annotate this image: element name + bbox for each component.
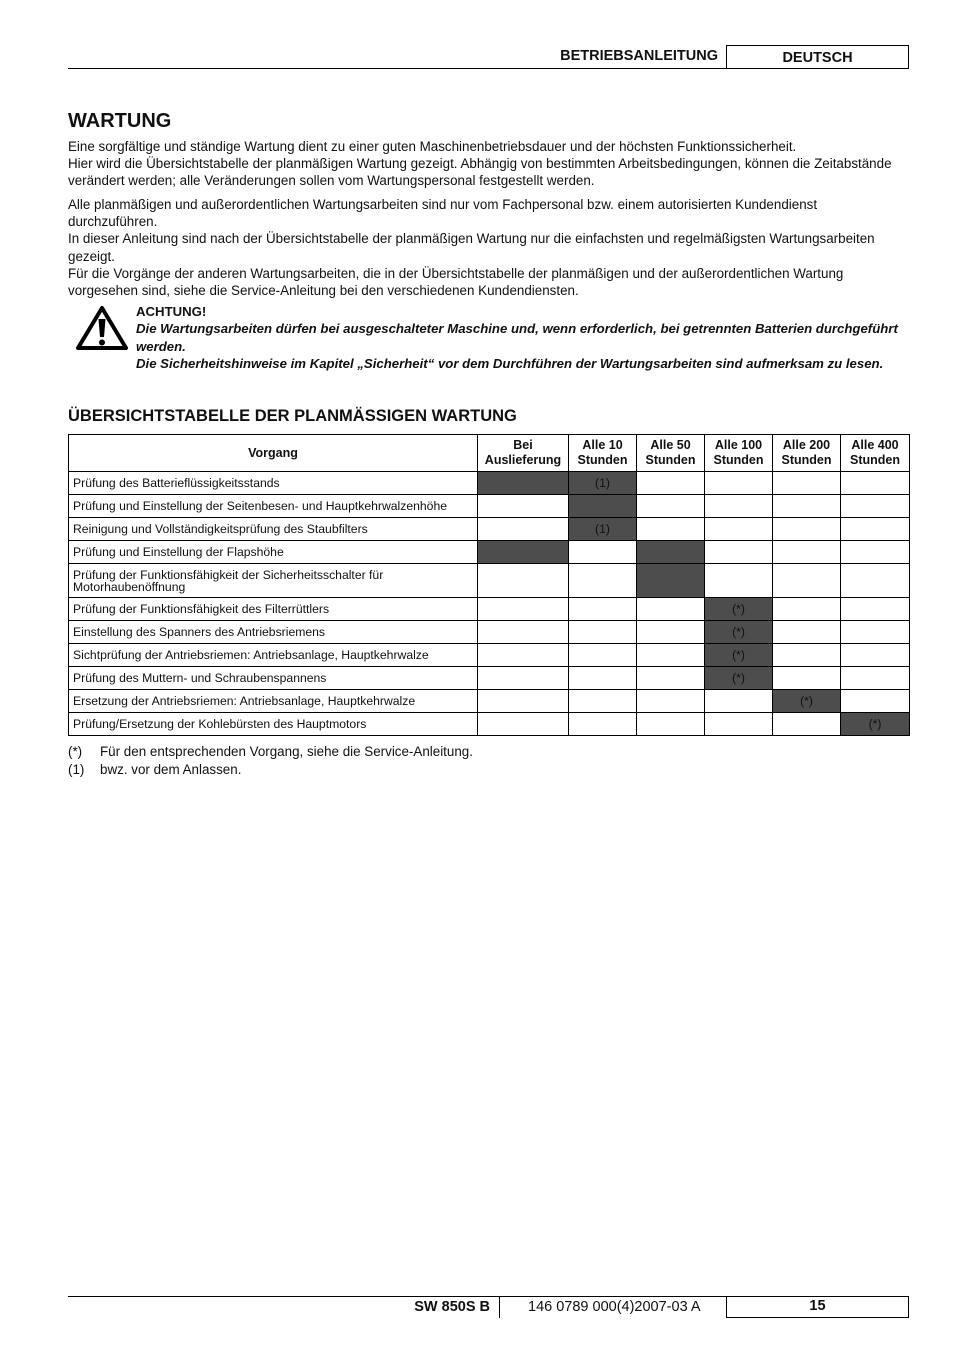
empty-cell: [569, 644, 637, 667]
col-header-vorgang: Vorgang: [69, 435, 478, 472]
row-task-name: Prüfung der Funktionsfähigkeit der Sicherheitsschalter für Motorhaubenöffnung: [69, 564, 478, 598]
intro-line-2: Hier wird die Übersichtstabelle der planmäßigen Wartung gezeigt. Abhängig von bestimmten Arbeitsbedingungen, können die Zeitabstände verändert werden; alle Veränderungen sollen vom Wartungspersonal festgestellt werden.: [68, 156, 892, 189]
table-row: [69, 644, 910, 667]
col-header-400h: [841, 435, 910, 472]
table-title: ÜBERSICHTSTABELLE DER PLANMÄSSIGEN WARTUNG: [68, 407, 517, 425]
empty-cell: [841, 598, 910, 621]
empty-cell: [478, 598, 569, 621]
empty-cell: [841, 518, 910, 541]
col-header-auslieferung-text: Bei Auslieferung: [484, 438, 562, 467]
footnote-mark: (*): [68, 744, 83, 759]
empty-cell: [569, 713, 637, 736]
footnote-text: Für den entsprechenden Vorgang, siehe die Service-Anleitung.: [100, 744, 473, 759]
empty-cell: [637, 518, 705, 541]
table-row: [69, 667, 910, 690]
empty-cell: [773, 518, 841, 541]
scheduled-cell: (1): [569, 518, 637, 541]
empty-cell: [773, 564, 841, 598]
warning-triangle-icon: [74, 304, 130, 352]
empty-cell: [841, 667, 910, 690]
empty-cell: [637, 621, 705, 644]
header-rule: [68, 68, 909, 69]
col-header-auslieferung: [478, 435, 569, 472]
empty-cell: [773, 495, 841, 518]
empty-cell: [478, 564, 569, 598]
section-title: WARTUNG: [68, 110, 172, 132]
empty-cell: [773, 621, 841, 644]
col-header-50h-text: Alle 50 Stunden: [645, 438, 696, 467]
footer-model: SW 850S B: [414, 1299, 490, 1315]
scheduled-cell: (*): [705, 644, 773, 667]
empty-cell: [773, 598, 841, 621]
table-row: [69, 690, 910, 713]
empty-cell: [705, 541, 773, 564]
empty-cell: [841, 564, 910, 598]
warning-text-2: Die Sicherheitshinweise im Kapitel „Sicherheit“ vor dem Durchführen der Wartungsarbeiten sind aufmerksam zu lesen.: [136, 355, 884, 371]
service-paragraph: [68, 196, 910, 299]
empty-cell: [705, 518, 773, 541]
empty-cell: [841, 472, 910, 495]
intro-paragraph: [68, 138, 910, 190]
empty-cell: [773, 472, 841, 495]
empty-cell: [705, 564, 773, 598]
scheduled-cell: (*): [705, 621, 773, 644]
warning-block: [136, 303, 912, 372]
col-header-50h: [637, 435, 705, 472]
scheduled-cell: (*): [773, 690, 841, 713]
empty-cell: [773, 667, 841, 690]
empty-cell: [478, 713, 569, 736]
document-type-title: BETRIEBSANLEITUNG: [560, 48, 718, 64]
empty-cell: [841, 621, 910, 644]
empty-cell: [478, 667, 569, 690]
empty-cell: [569, 667, 637, 690]
empty-cell: [841, 690, 910, 713]
empty-cell: [478, 690, 569, 713]
scheduled-cell: (*): [705, 598, 773, 621]
col-header-200h-text: Alle 200 Stunden: [781, 438, 832, 467]
empty-cell: [637, 644, 705, 667]
empty-cell: [841, 495, 910, 518]
row-task-name: Einstellung des Spanners des Antriebsriemens: [69, 621, 478, 644]
footnote-asterisk: [68, 744, 473, 759]
empty-cell: [637, 598, 705, 621]
empty-cell: [705, 690, 773, 713]
empty-cell: [773, 644, 841, 667]
row-task-name: Sichtprüfung der Antriebsriemen: Antriebsanlage, Hauptkehrwalze: [69, 644, 478, 667]
empty-cell: [569, 598, 637, 621]
empty-cell: [705, 713, 773, 736]
table-row: [69, 598, 910, 621]
service-line-1: Alle planmäßigen und außerordentlichen Wartungsarbeiten sind nur vom Fachpersonal bzw. einem autorisierten Kundendienst durchzuführen.: [68, 197, 818, 230]
empty-cell: [705, 472, 773, 495]
scheduled-cell: [478, 541, 569, 564]
footnote-one: [68, 762, 241, 777]
table-header-row: [69, 435, 910, 472]
empty-cell: [637, 495, 705, 518]
empty-cell: [478, 518, 569, 541]
empty-cell: [569, 541, 637, 564]
maintenance-table: [68, 434, 910, 736]
service-line-2: In dieser Anleitung sind nach der Übersichtstabelle der planmäßigen Wartung nur die einfachsten und regelmäßigsten Wartungsarbeiten gezeigt.: [68, 231, 875, 264]
warning-heading: ACHTUNG!: [136, 304, 207, 319]
empty-cell: [478, 621, 569, 644]
language-label: DEUTSCH: [726, 45, 909, 68]
scheduled-cell: [637, 541, 705, 564]
scheduled-cell: (*): [841, 713, 910, 736]
empty-cell: [705, 495, 773, 518]
table-row: [69, 495, 910, 518]
footnote-mark: (1): [68, 762, 85, 777]
col-header-10h-text: Alle 10 Stunden: [577, 438, 628, 467]
empty-cell: [841, 541, 910, 564]
table-row: [69, 518, 910, 541]
empty-cell: [569, 564, 637, 598]
footer-doc-code: 146 0789 000(4)2007-03 A: [528, 1299, 701, 1315]
empty-cell: [637, 713, 705, 736]
row-task-name: Reinigung und Vollständigkeitsprüfung des Staubfilters: [69, 518, 478, 541]
row-task-name: Prüfung und Einstellung der Seitenbesen- und Hauptkehrwalzenhöhe: [69, 495, 478, 518]
service-line-3: Für die Vorgänge der anderen Wartungsarbeiten, die in der Übersichtstabelle der planmäßigen und der außerordentlichen Wartung vorgesehen sind, siehe die Service-Anleitung bei den verschiedenen Kundendiensten.: [68, 265, 844, 299]
row-task-name: Ersetzung der Antriebsriemen: Antriebsanlage, Hauptkehrwalze: [69, 690, 478, 713]
footnote-text: bwz. vor dem Anlassen.: [100, 762, 242, 777]
empty-cell: [478, 495, 569, 518]
col-header-200h: [773, 435, 841, 472]
scheduled-cell: (*): [705, 667, 773, 690]
page-number: 15: [726, 1296, 909, 1318]
row-task-name: Prüfung des Muttern- und Schraubenspannens: [69, 667, 478, 690]
empty-cell: [841, 644, 910, 667]
table-row: [69, 621, 910, 644]
table-row: [69, 472, 910, 495]
col-header-400h-text: Alle 400 Stunden: [850, 438, 900, 467]
table-row: [69, 564, 910, 598]
row-task-name: Prüfung und Einstellung der Flapshöhe: [69, 541, 478, 564]
empty-cell: [637, 472, 705, 495]
empty-cell: [637, 667, 705, 690]
scheduled-cell: [569, 495, 637, 518]
col-header-100h: [705, 435, 773, 472]
row-task-name: Prüfung der Funktionsfähigkeit des Filterrüttlers: [69, 598, 478, 621]
empty-cell: [773, 541, 841, 564]
empty-cell: [478, 644, 569, 667]
empty-cell: [773, 713, 841, 736]
empty-cell: [569, 621, 637, 644]
row-task-name: Prüfung/Ersetzung der Kohlebürsten des Hauptmotors: [69, 713, 478, 736]
col-header-100h-text: Alle 100 Stunden: [713, 438, 764, 467]
table-body: [69, 472, 910, 736]
footer-separator: [499, 1297, 500, 1318]
scheduled-cell: (1): [569, 472, 637, 495]
empty-cell: [569, 690, 637, 713]
table-row: [69, 541, 910, 564]
col-header-10h: [569, 435, 637, 472]
warning-text-1: Die Wartungsarbeiten dürfen bei ausgeschalteter Maschine und, wenn erforderlich, bei getrennten Batterien durchgeführt werden.: [136, 321, 898, 354]
scheduled-cell: [478, 472, 569, 495]
empty-cell: [637, 690, 705, 713]
table-row: [69, 713, 910, 736]
intro-line-1: Eine sorgfältige und ständige Wartung dient zu einer guten Maschinenbetriebsdauer und der höchsten Funktionssicherheit.: [68, 139, 797, 154]
scheduled-cell: [637, 564, 705, 598]
row-task-name: Prüfung des Batterieflüssigkeitsstands: [69, 472, 478, 495]
